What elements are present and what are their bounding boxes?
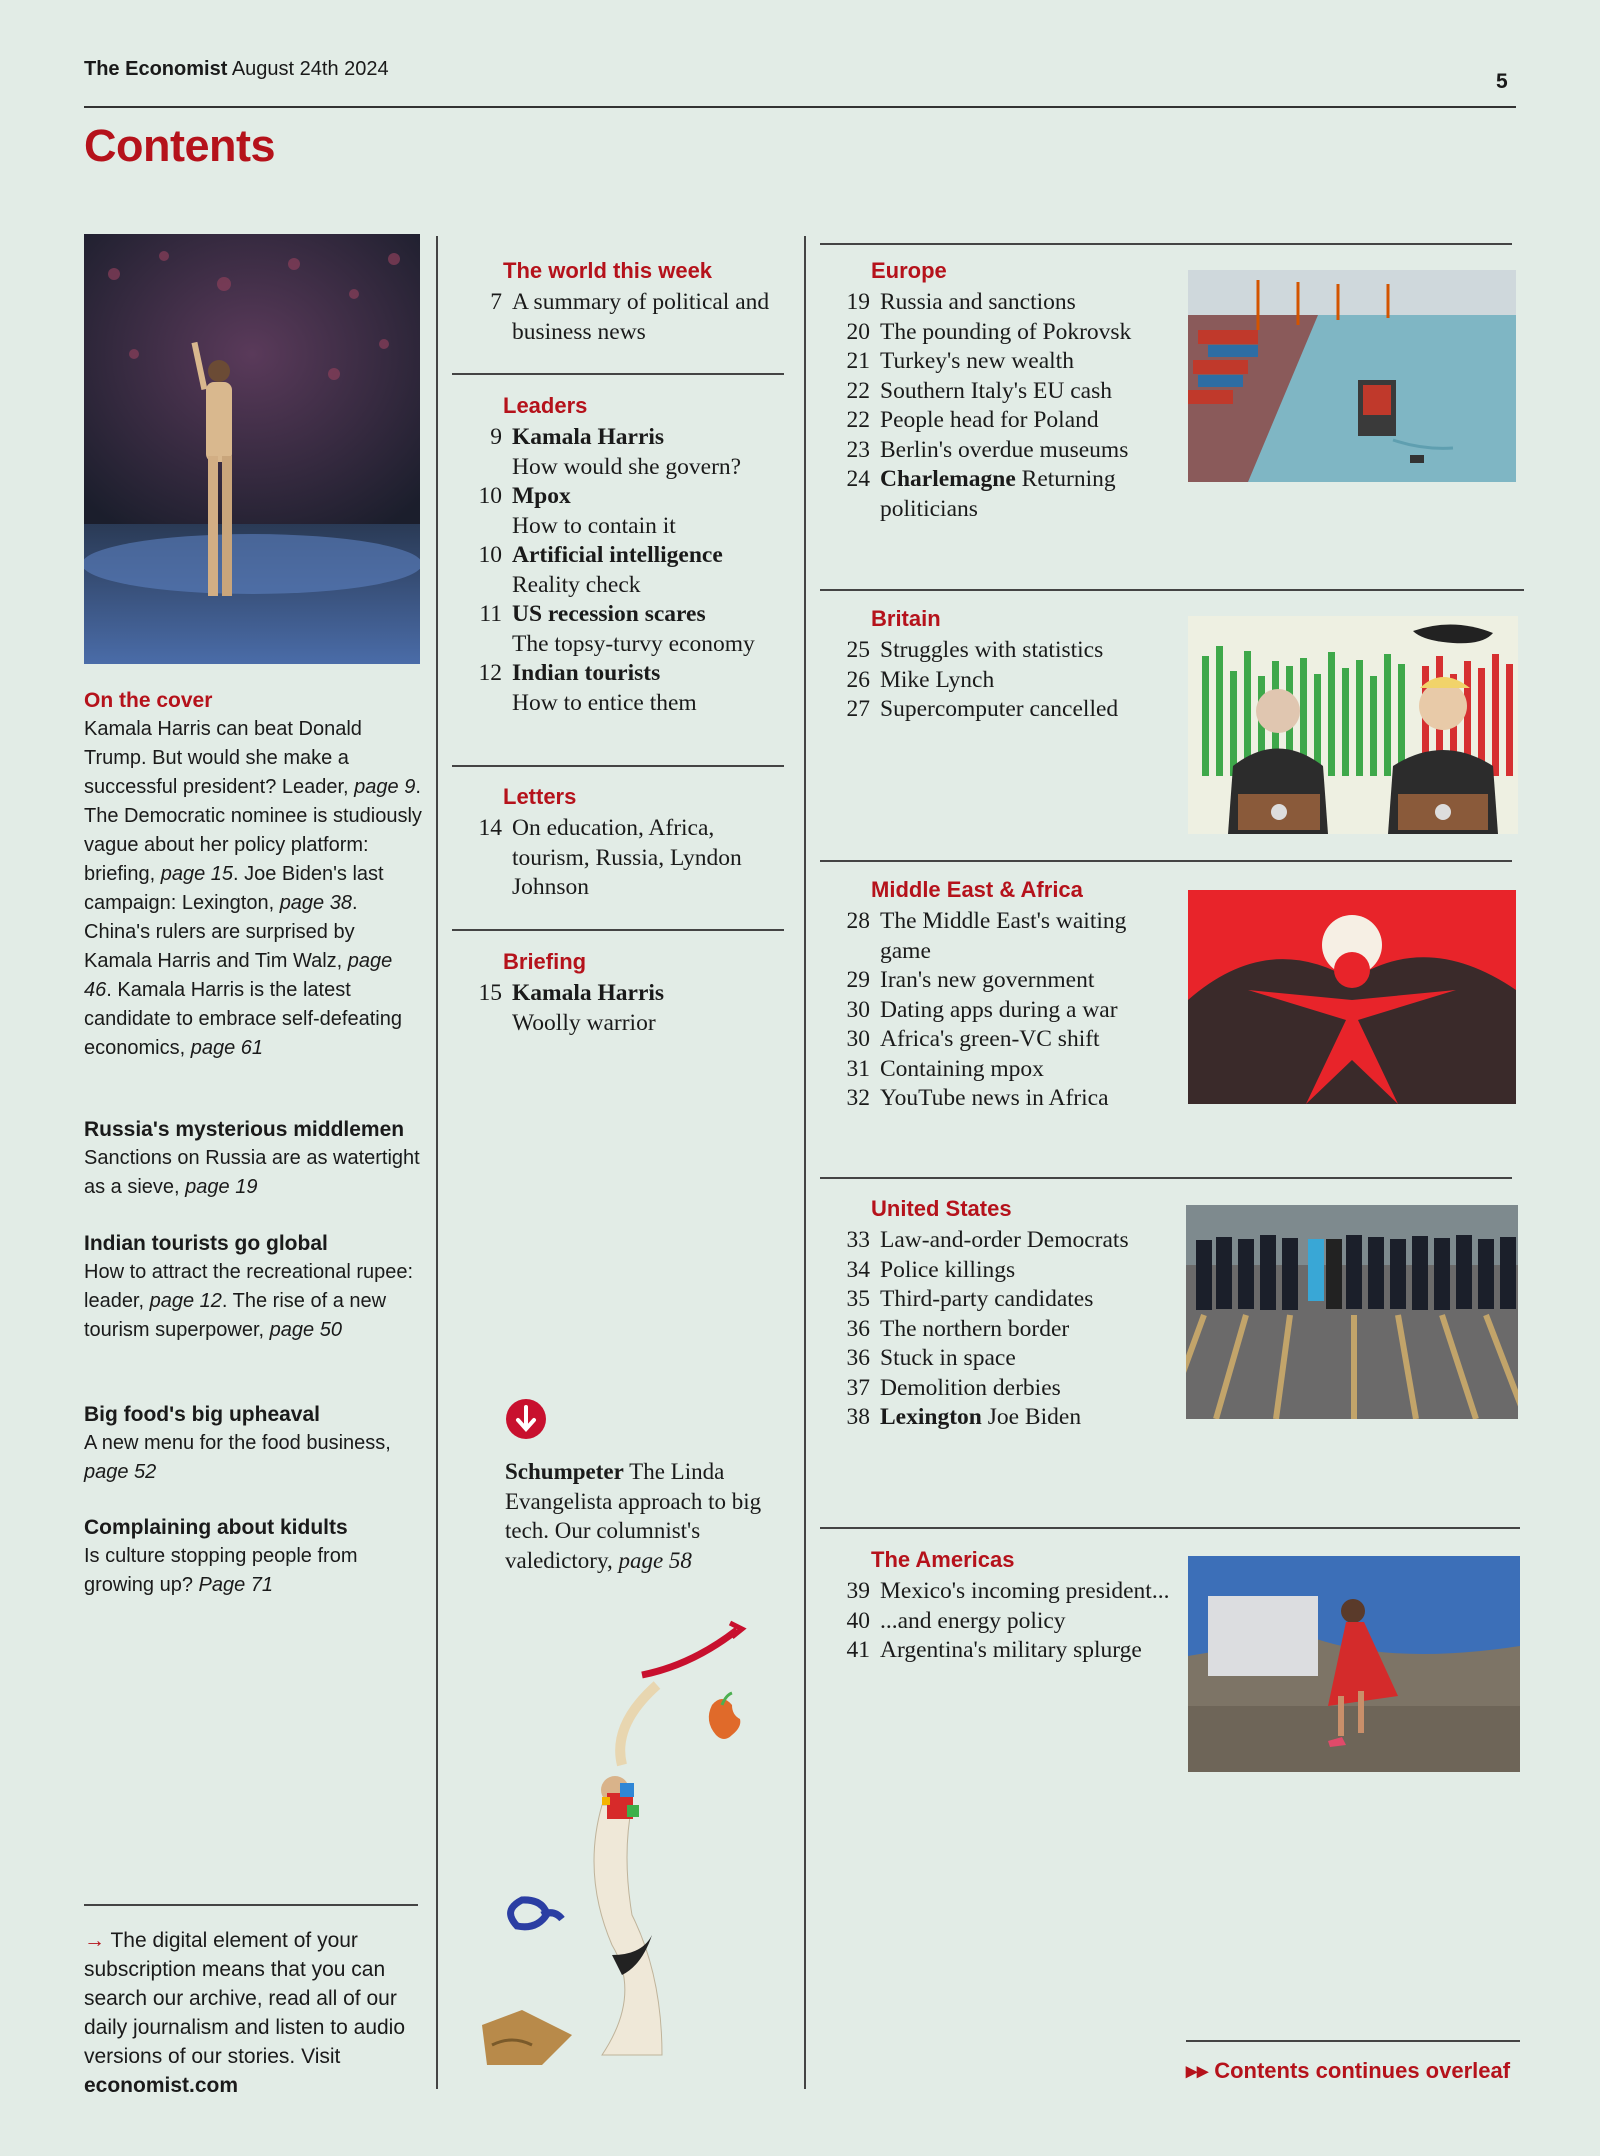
- toc-entry[interactable]: 21 Turkey's new wealth: [846, 348, 1074, 374]
- page-ref[interactable]: page 50: [269, 1319, 342, 1341]
- section-title: United States: [871, 1196, 1012, 1221]
- toc-entry[interactable]: 24 Charlemagne Returning politicians: [846, 466, 1116, 522]
- section-europe: [830, 258, 1170, 524]
- toc-entry[interactable]: 10 Artificial intelligence Reality check: [478, 542, 723, 598]
- toc-entry[interactable]: 22 Southern Italy's EU cash: [846, 377, 1113, 404]
- divider: [820, 589, 1524, 591]
- toc-entry[interactable]: 12 Indian tourists How to entice them: [478, 660, 697, 716]
- divider: [452, 929, 784, 931]
- feature-indian-tourists: Indian tourists go global How to attract the recreational rupee: leader, page 12. The rise of a new tourism superpower, page 50: [84, 1229, 424, 1345]
- toc-entry[interactable]: 35 Third-party candidates: [846, 1286, 1094, 1312]
- page-ref[interactable]: page 9: [354, 776, 416, 798]
- feature-headline[interactable]: Complaining about kidults: [84, 1516, 348, 1539]
- section-the-americas: [830, 1547, 1170, 1666]
- page-ref[interactable]: page 15: [160, 863, 234, 885]
- toc-entry[interactable]: 36 The northern border: [846, 1315, 1070, 1342]
- section-britain: [830, 606, 1170, 725]
- page-ref[interactable]: page 38: [279, 892, 352, 914]
- toc-entry[interactable]: 39 Mexico's incoming president...: [846, 1578, 1170, 1604]
- divider: [1186, 2040, 1520, 2042]
- feature-headline[interactable]: Big food's big upheaval: [84, 1403, 321, 1426]
- divider: [452, 765, 784, 767]
- toc-entry[interactable]: 33 Law-and-order Democrats: [846, 1227, 1129, 1253]
- divider: [820, 860, 1512, 862]
- feature-headline[interactable]: Russia's mysterious middlemen: [84, 1118, 405, 1141]
- toc-entry[interactable]: 30 Africa's green-VC shift: [846, 1026, 1100, 1052]
- page-ref[interactable]: page 52: [84, 1461, 157, 1483]
- website-link[interactable]: economist.com: [84, 2074, 239, 2097]
- toc-entry[interactable]: 23 Berlin's overdue museums: [846, 436, 1129, 463]
- column-rule-1: [436, 236, 438, 2089]
- toc-entry[interactable]: 28 The Middle East's waiting game: [846, 908, 1127, 964]
- toc-entry[interactable]: 15 Kamala Harris Woolly warrior: [478, 980, 665, 1036]
- section-united-states: [830, 1196, 1170, 1433]
- section-title: Briefing: [503, 949, 587, 974]
- page-ref[interactable]: page 61: [190, 1037, 264, 1059]
- feature-kidults: Complaining about kidults Is culture stopping people from growing up? Page 71: [84, 1513, 424, 1600]
- divider: [452, 373, 784, 375]
- toc-entry[interactable]: 32 YouTube news in Africa: [846, 1085, 1109, 1111]
- toc-entry[interactable]: 27 Supercomputer cancelled: [846, 696, 1119, 722]
- toc-entry[interactable]: 37 Demolition derbies: [846, 1374, 1061, 1401]
- britain-illustration: [1188, 616, 1518, 834]
- cover-description: Kamala Harris can beat Donald Trump. But would she make a successful president? Leader, page 9. The Democratic nominee is studiously vague about her policy platform: briefing, page 15. Joe Biden's last campaign: Lexington, page 38. China's rulers are surprised by Kamala Harris and Tim Walz, page 46. Kamala Harris is the latest candidate to embrace self-defeating economics, page 61: [84, 718, 422, 1059]
- schumpeter-illustration: [462, 1615, 782, 2090]
- arrow-right-icon: →: [84, 1929, 105, 1952]
- americas-image-child: [1188, 1556, 1520, 1772]
- toc-entry[interactable]: 40 ...and energy policy: [846, 1607, 1066, 1634]
- europe-image-port: [1188, 270, 1516, 482]
- feature-russia: Russia's mysterious middlemen Sanctions on Russia are as watertight as a sieve, page 19: [84, 1115, 424, 1202]
- issue-date: August 24th 2024: [231, 58, 389, 80]
- contents-continues-overleaf[interactable]: ▸▸ Contents continues overleaf: [1186, 2058, 1511, 2083]
- cover-label: On the cover: [84, 689, 213, 712]
- cover-image: [84, 234, 420, 664]
- page-ref[interactable]: page 19: [185, 1176, 258, 1198]
- mea-illustration: [1188, 890, 1516, 1104]
- arrow-down-icon: [505, 1398, 547, 1445]
- divider: [84, 1904, 418, 1906]
- toc-entry[interactable]: 14 On education, Africa, tourism, Russia, Lyndon Johnson: [478, 815, 742, 900]
- toc-entry[interactable]: 11 US recession scares The topsy-turvy economy: [479, 601, 755, 657]
- feature-headline[interactable]: Indian tourists go global: [84, 1232, 328, 1255]
- toc-entry[interactable]: 30 Dating apps during a war: [846, 996, 1118, 1023]
- top-rule: [84, 106, 1516, 108]
- column-rule-2: [804, 236, 806, 2089]
- toc-entry[interactable]: 34 Police killings: [846, 1256, 1016, 1283]
- masthead: [84, 58, 389, 81]
- section-world-this-week: [462, 258, 782, 347]
- toc-entry[interactable]: 20 The pounding of Pokrovsk: [846, 318, 1132, 345]
- section-title: Letters: [503, 784, 577, 809]
- double-arrow-icon: ▸▸: [1186, 2058, 1209, 2083]
- toc-entry[interactable]: 38 Lexington Joe Biden: [846, 1404, 1082, 1430]
- toc-entry[interactable]: 19 Russia and sanctions: [846, 289, 1076, 315]
- divider: [820, 1177, 1512, 1179]
- feature-big-food: Big food's big upheaval A new menu for the food business, page 52: [84, 1400, 424, 1487]
- toc-entry[interactable]: 22 People head for Poland: [846, 407, 1099, 433]
- page-title: Contents: [84, 120, 275, 171]
- section-middle-east-africa: [830, 877, 1170, 1114]
- section-title: Leaders: [503, 393, 588, 418]
- toc-entry[interactable]: 41 Argentina's military splurge: [846, 1637, 1142, 1663]
- page-ref[interactable]: page 12: [149, 1290, 222, 1312]
- section-title: Europe: [871, 258, 947, 283]
- section-letters: [462, 784, 782, 903]
- toc-entry[interactable]: 29 Iran's new government: [846, 967, 1095, 993]
- us-image-police: [1186, 1205, 1518, 1419]
- page-ref: page 58: [618, 1547, 692, 1573]
- divider: [820, 243, 1512, 245]
- section-title: Britain: [871, 606, 941, 631]
- toc-entry[interactable]: 31 Containing mpox: [846, 1055, 1044, 1082]
- toc-entry[interactable]: 9 Kamala Harris How would she govern?: [490, 424, 742, 480]
- digital-subscription-note: → The digital element of your subscription means that you can search our archive, read all of our daily journalism and listen to audio versions of our stories. Visit economist.com: [84, 1929, 406, 2097]
- toc-entry[interactable]: 25 Struggles with statistics: [846, 637, 1104, 663]
- section-briefing: [462, 949, 782, 1038]
- page-ref[interactable]: page 46: [84, 950, 393, 1001]
- publication-name: The Economist: [84, 58, 228, 80]
- toc-entry[interactable]: 7 A summary of political and business news: [490, 289, 770, 345]
- section-title: Middle East & Africa: [871, 877, 1083, 902]
- toc-entry[interactable]: 10 Mpox How to contain it: [478, 483, 676, 539]
- section-leaders: [462, 393, 782, 718]
- schumpeter-blurb[interactable]: Schumpeter The Linda Evangelista approach to big tech. Our columnist's valedictory, page 58: [505, 1459, 762, 1573]
- page-ref[interactable]: Page 71: [198, 1574, 274, 1596]
- section-title: The world this week: [503, 258, 713, 283]
- toc-entry[interactable]: 36 Stuck in space: [846, 1345, 1016, 1371]
- section-title: The Americas: [871, 1547, 1015, 1572]
- toc-entry[interactable]: 26 Mike Lynch: [846, 666, 995, 693]
- on-the-cover: [84, 686, 424, 1063]
- divider: [820, 1527, 1520, 1529]
- page-number: 5: [1496, 70, 1508, 93]
